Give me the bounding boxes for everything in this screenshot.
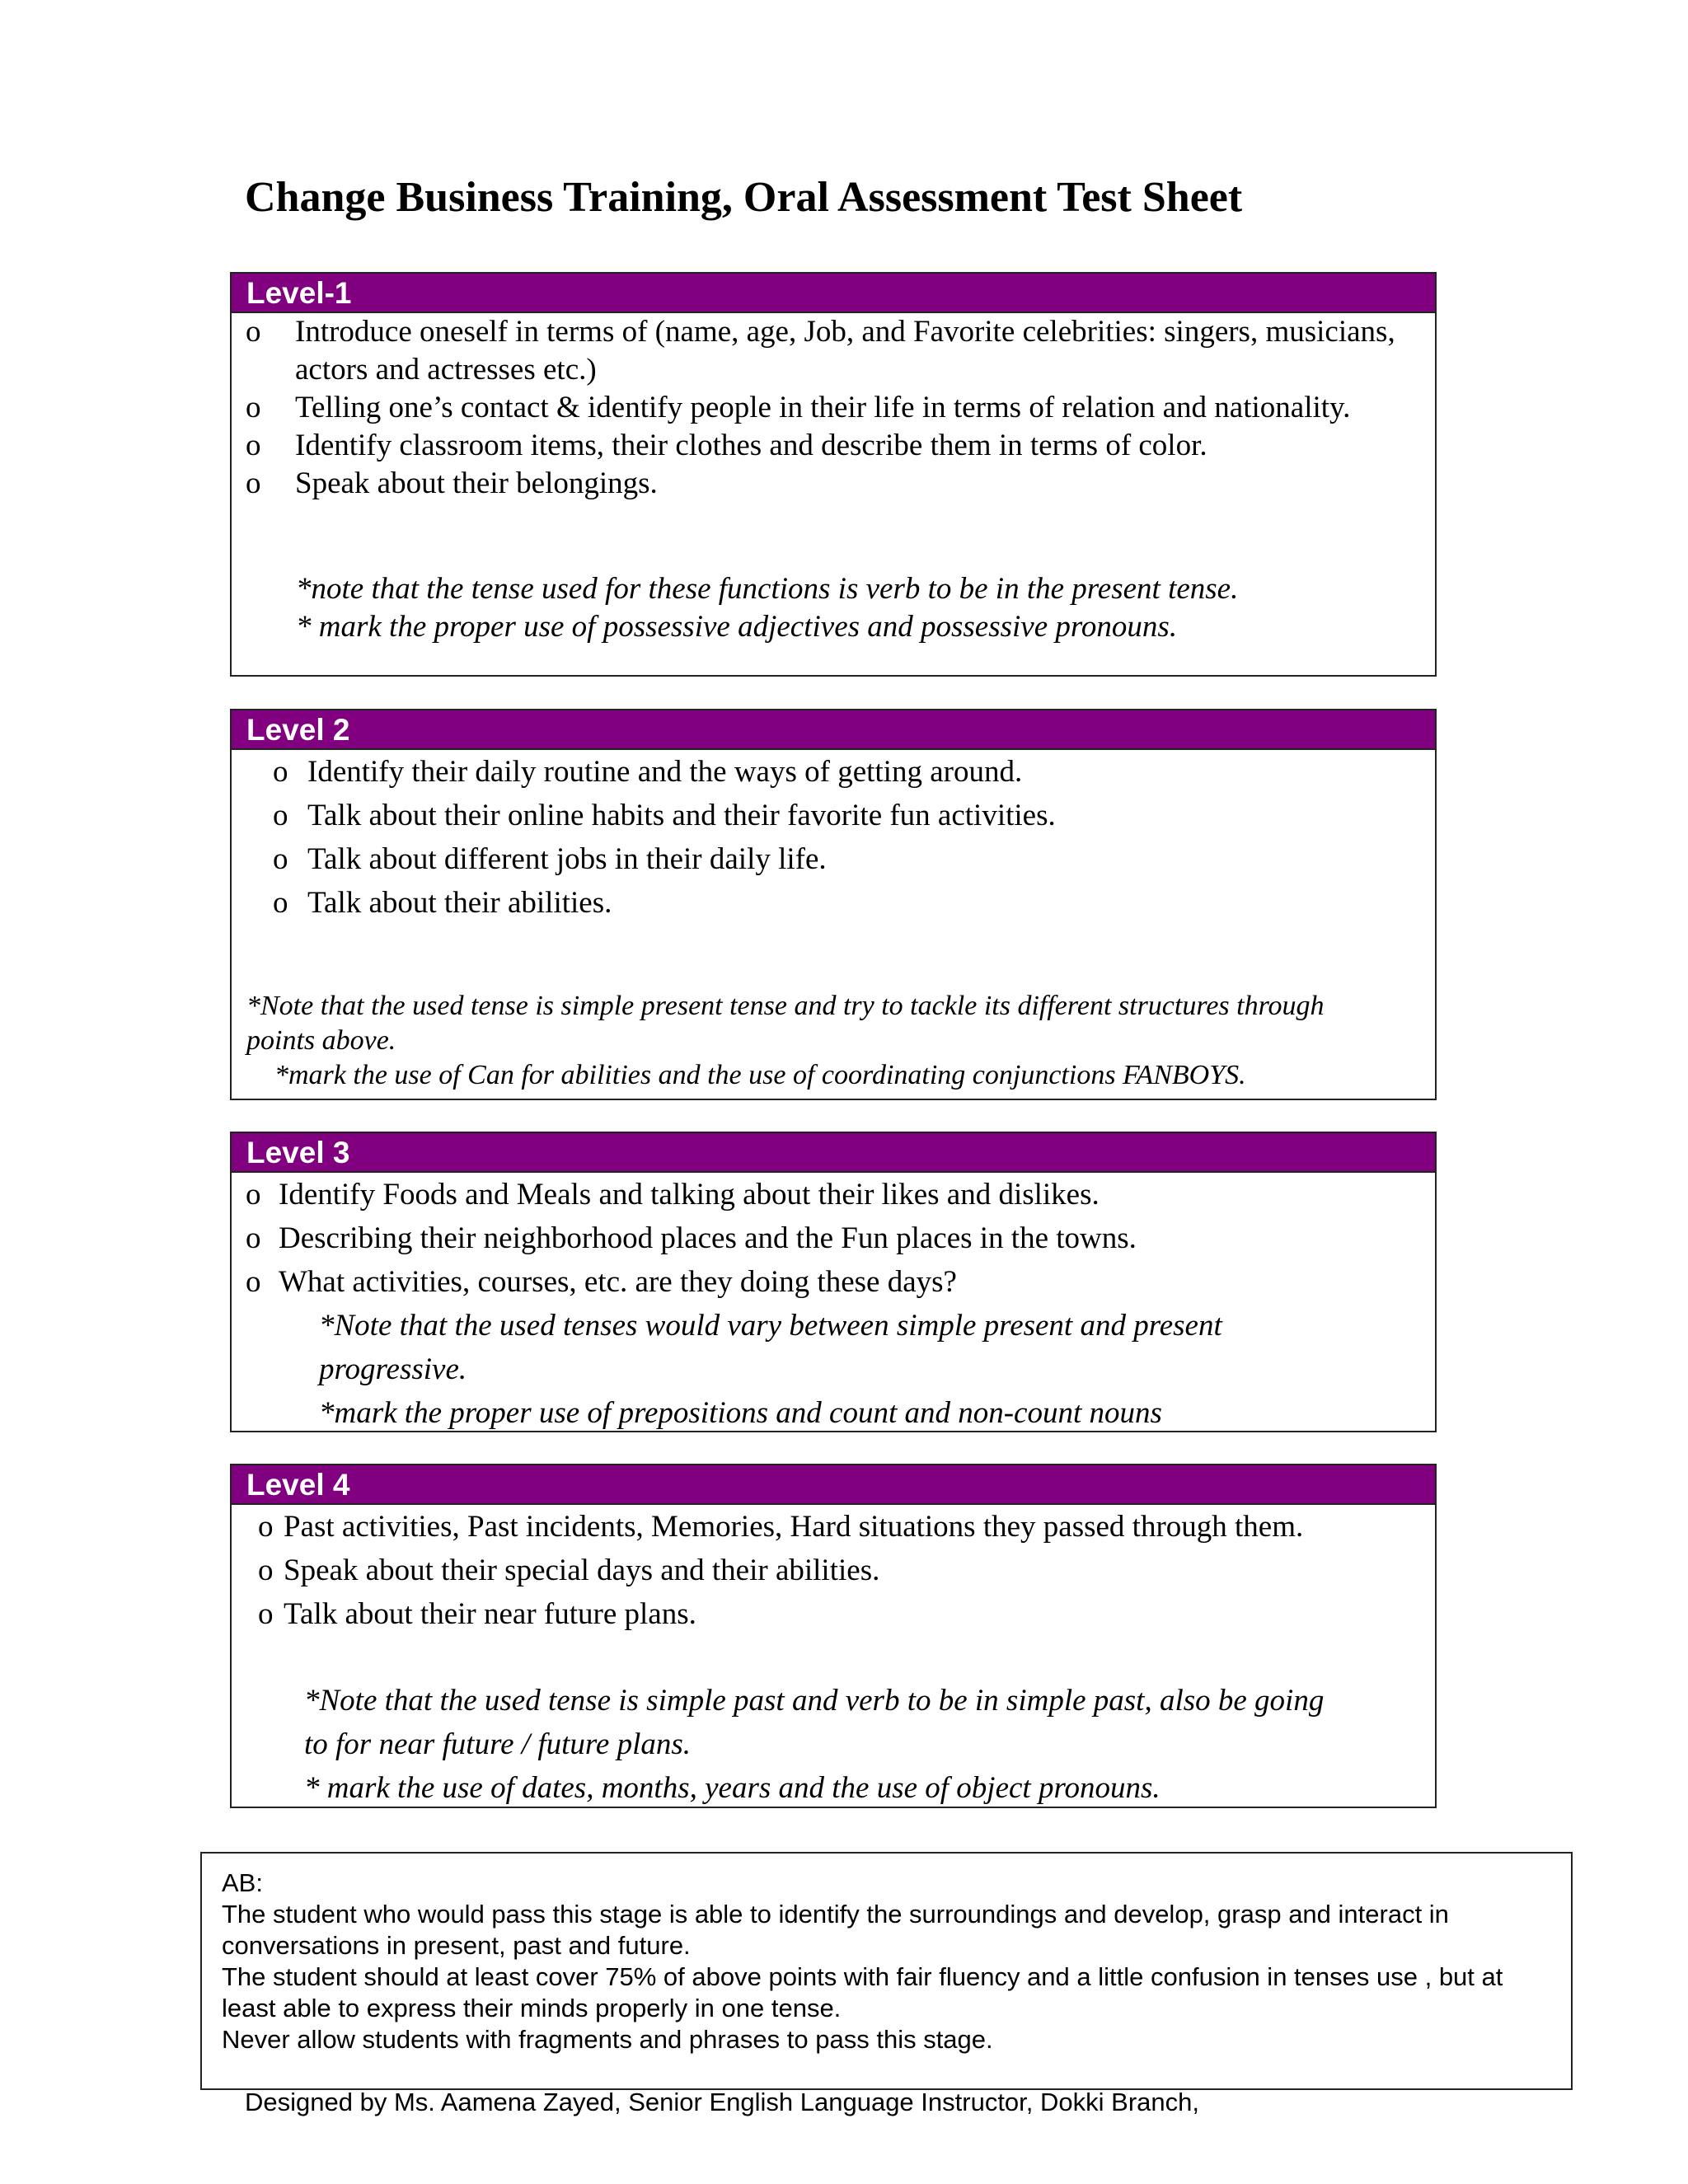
list-item bbox=[232, 1216, 1435, 1260]
list-item bbox=[232, 427, 1435, 465]
list-item-text: Speak about their special days and their abilities. bbox=[284, 1554, 880, 1587]
level-2-note-tense-cont: points above. bbox=[246, 1025, 396, 1056]
level-2-section bbox=[230, 709, 1437, 1100]
bullet-icon: o bbox=[246, 315, 261, 349]
level-1-note-mark: * mark the proper use of possessive adjectives and possessive pronouns. bbox=[296, 610, 1178, 644]
level-3-note-mark: *mark the proper use of prepositions and count and non-count nouns bbox=[319, 1396, 1162, 1430]
page-title: Change Business Training, Oral Assessment Test Sheet bbox=[245, 174, 1243, 221]
ab-fragments-rule: Never allow students with fragments and phrases to pass this stage. bbox=[222, 2025, 993, 2054]
list-item-text: Identify their daily routine and the ways of getting around. bbox=[307, 755, 1023, 789]
level-4-note-tense-cont: to for near future / future plans. bbox=[304, 1727, 692, 1761]
level-3-items bbox=[232, 1173, 1435, 1304]
list-item-text: Identify Foods and Meals and talking about their likes and dislikes. bbox=[279, 1178, 1100, 1212]
level-3-note-tense: *Note that the used tenses would vary between simple present and present bbox=[319, 1309, 1222, 1343]
bullet-icon: o bbox=[273, 755, 288, 789]
list-item-text: Introduce oneself in terms of (name, age, Job, and Favorite celebrities: singers, musicians, actors and actresses etc.) bbox=[295, 315, 1395, 387]
list-item bbox=[232, 794, 1435, 837]
bullet-icon: o bbox=[246, 391, 261, 424]
bullet-icon: o bbox=[246, 429, 261, 462]
bullet-icon: o bbox=[246, 1221, 261, 1255]
level-1-section bbox=[230, 272, 1437, 677]
list-item bbox=[232, 389, 1435, 427]
bullet-icon: o bbox=[273, 842, 288, 876]
level-1-heading: Level-1 bbox=[232, 274, 1435, 313]
bullet-icon: o bbox=[273, 886, 288, 920]
bullet-icon: o bbox=[246, 1265, 261, 1299]
list-item-text: What activities, courses, etc. are they doing these days? bbox=[279, 1265, 957, 1299]
level-4-section bbox=[230, 1464, 1437, 1808]
list-item-text: Telling one’s contact & identify people in their life in terms of relation and nationality. bbox=[295, 391, 1351, 424]
list-item-text: Talk about their online habits and their favorite fun activities. bbox=[307, 799, 1056, 832]
bullet-icon: o bbox=[258, 1510, 274, 1544]
level-3-section bbox=[230, 1132, 1437, 1432]
bullet-icon: o bbox=[273, 799, 288, 832]
list-item bbox=[232, 1592, 1435, 1636]
list-item-text: Past activities, Past incidents, Memories, Hard situations they passed through them. bbox=[284, 1510, 1304, 1544]
ab-label: AB: bbox=[222, 1868, 263, 1897]
level-2-note-mark: *mark the use of Can for abilities and the use of coordinating conjunctions FANBOYS. bbox=[274, 1060, 1246, 1090]
ab-coverage-requirement: The student should at least cover 75% of above points with fair fluency and a little confusion in tenses use , but at least able to express their minds properly in one tense. bbox=[222, 1962, 1503, 2022]
list-item-text: Speak about their belongings. bbox=[295, 466, 658, 500]
list-item bbox=[232, 837, 1435, 881]
list-item bbox=[232, 750, 1435, 794]
list-item-text: Describing their neighborhood places and the Fun places in the towns. bbox=[279, 1221, 1137, 1255]
list-item bbox=[232, 465, 1435, 503]
level-1-note-tense: *note that the tense used for these functions is verb to be in the present tense. bbox=[296, 572, 1239, 606]
level-3-heading: Level 3 bbox=[232, 1133, 1435, 1173]
bullet-icon: o bbox=[246, 466, 261, 500]
level-3-note-tense-cont: progressive. bbox=[319, 1352, 467, 1386]
list-item bbox=[232, 1549, 1435, 1592]
level-4-items bbox=[232, 1505, 1435, 1636]
list-item bbox=[232, 1260, 1435, 1304]
list-item bbox=[232, 881, 1435, 925]
level-2-note-tense: *Note that the used tense is simple present tense and try to tackle its different structures through bbox=[246, 991, 1325, 1021]
level-2-items bbox=[232, 750, 1435, 925]
list-item-text: Talk about their abilities. bbox=[307, 886, 612, 920]
level-2-heading: Level 2 bbox=[232, 710, 1435, 750]
bullet-icon: o bbox=[246, 1178, 261, 1212]
level-4-heading: Level 4 bbox=[232, 1465, 1435, 1505]
list-item-text: Talk about their near future plans. bbox=[284, 1597, 696, 1631]
bullet-icon: o bbox=[258, 1597, 274, 1631]
level-1-items bbox=[232, 313, 1435, 503]
list-item-text: Talk about different jobs in their daily life. bbox=[307, 842, 827, 876]
list-item bbox=[232, 1505, 1435, 1549]
list-item bbox=[232, 1173, 1435, 1216]
ab-criteria-box bbox=[200, 1852, 1573, 2090]
level-4-note-mark: * mark the use of dates, months, years and the use of object pronouns. bbox=[304, 1771, 1160, 1805]
ab-pass-description: The student who would pass this stage is able to identify the surroundings and develop, grasp and interact in conversations in present, past and future. bbox=[222, 1900, 1449, 1960]
list-item-text: Identify classroom items, their clothes and describe them in terms of color. bbox=[295, 429, 1207, 462]
level-4-note-tense: *Note that the used tense is simple past and verb to be in simple past, also be going bbox=[304, 1684, 1325, 1718]
list-item bbox=[232, 313, 1435, 389]
bullet-icon: o bbox=[258, 1554, 274, 1587]
designer-credit: Designed by Ms. Aamena Zayed, Senior English Language Instructor, Dokki Branch, bbox=[245, 2088, 1199, 2116]
